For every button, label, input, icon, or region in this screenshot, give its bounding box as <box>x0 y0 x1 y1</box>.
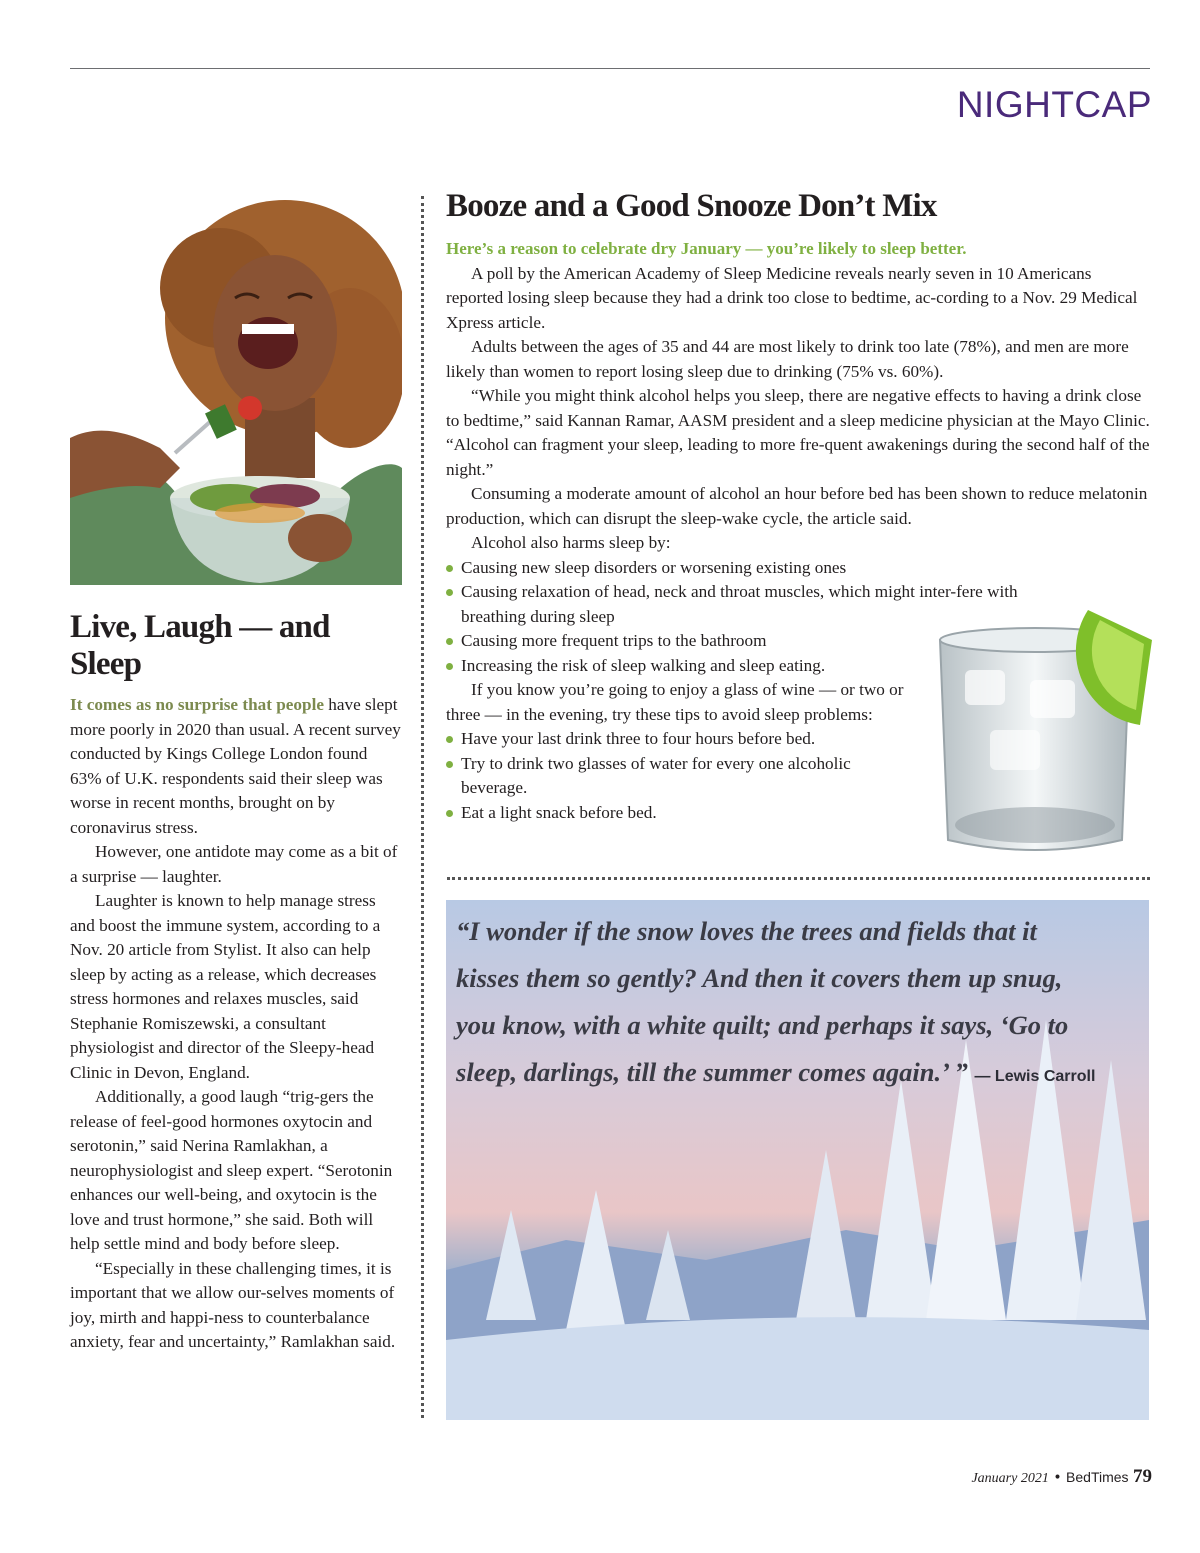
left-paragraph: However, one antidote may come as a bit of a surprise — laughter. <box>70 842 398 886</box>
column-divider <box>421 196 424 1418</box>
bullet-icon <box>446 810 453 817</box>
left-paragraph: Additionally, a good laugh “trig-gers the release of feel-good hormones oxytocin and serotonin,” said Nerina Ramlakhan, a neurophysiologist and sleep expert. “Serotonin enhances our well-being, and oxytocin is the love and trust hormone,” she said. Both will help settle mind and body before sleep. <box>70 1087 393 1253</box>
right-headline: Booze and a Good Snooze Don’t Mix <box>446 188 937 224</box>
list-item: Causing relaxation of head, neck and throat muscles, which might inter-fere with breathing during sleep <box>446 580 1051 629</box>
section-divider <box>447 877 1150 880</box>
bullet-icon <box>446 761 453 768</box>
left-paragraph: “Especially in these challenging times, it is important that we allow our-selves moments of joy, mirth and happi-ness to counterbalance anxiety, fear and uncertainty,” Ramlakhan said. <box>70 1258 396 1351</box>
list-item: Increasing the risk of sleep walking and sleep eating. <box>446 654 1152 679</box>
left-headline: Live, Laugh — and Sleep <box>70 609 330 682</box>
left-article <box>70 198 402 1355</box>
right-paragraph: Alcohol also harms sleep by: <box>471 533 671 552</box>
top-rule <box>70 68 1150 69</box>
quote-box <box>456 908 1096 1100</box>
quote-text: “I wonder if the snow loves the trees and fields that it kisses them so gently? And then it covers them up snug, you know, with a white quilt; and perhaps it says, ‘Go to sleep, darlings, till the summer comes again.’ ” — Lewis Carroll <box>456 916 1096 1087</box>
right-paragraph: Consuming a moderate amount of alcohol an hour before bed has been shown to reduce melatonin production, which can disrupt the sleep-wake cycle, the article said. <box>446 484 1148 528</box>
list-item: Eat a light snack before bed. <box>446 801 916 826</box>
left-first-paragraph-text: have slept more poorly in 2020 than usual. A recent survey conducted by Kings College London found 63% of U.K. respondents said their sleep was worse in recent months, brought on by coronavirus stress. <box>70 695 401 837</box>
bullet-icon <box>446 663 453 670</box>
bullet-icon <box>446 638 453 645</box>
water-glass-with-lime-image <box>930 600 1152 856</box>
issue-date: January 2021 <box>971 1471 1049 1486</box>
laughing-woman-photo <box>70 198 402 585</box>
bullet-icon <box>446 589 453 596</box>
page-footer <box>971 1466 1152 1488</box>
left-paragraph: Laughter is known to help manage stress and boost the immune system, according to a Nov. 20 article from Stylist. It also can help sleep by acting as a release, which decreases stress hormones and relaxes muscles, said Stephanie Romiszewski, a consultant physiologist and director of the Sleepy-head Clinic in Devon, England. <box>70 891 381 1082</box>
left-lead-in: It comes as no surprise that people <box>70 695 324 714</box>
right-deck: Here’s a reason to celebrate dry January — you’re likely to sleep better. <box>446 239 967 258</box>
right-paragraph: Adults between the ages of 35 and 44 are most likely to drink too late (78%), and men are more likely than women to report losing sleep due to drinking (75% vs. 60%). <box>446 337 1129 381</box>
right-paragraph: “While you might think alcohol helps you sleep, there are negative effects to having a drink close to bedtime,” said Kannan Ramar, AASM president and a sleep medicine physician at the Mayo Clinic. “Alcohol can fragment your sleep, leading to more fre-quent awakenings during the second half of the night.” <box>446 386 1150 479</box>
quote-attribution: — Lewis Carroll <box>974 1068 1096 1085</box>
footer-separator: • <box>1053 1470 1062 1486</box>
right-paragraph: A poll by the American Academy of Sleep Medicine reveals nearly seven in 10 Americans reported losing sleep because they had a drink too close to bedtime, ac-cording to a Nov. 29 Medical Xpress article. <box>446 263 1138 332</box>
list-item: Causing more frequent trips to the bathroom <box>446 629 1152 654</box>
list-item: Try to drink two glasses of water for every one alcoholic beverage. <box>446 752 916 801</box>
left-first-paragraph <box>70 693 402 840</box>
bullet-icon <box>446 736 453 743</box>
list-item: Have your last drink three to four hours before bed. <box>446 727 916 752</box>
magazine-name: BedTimes <box>1066 1469 1129 1485</box>
tips-intro: If you know you’re going to enjoy a glass of wine — or two or three — in the evening, try these tips to avoid sleep problems: <box>446 680 904 724</box>
bullet-icon <box>446 565 453 572</box>
list-item: Causing new sleep disorders or worsening existing ones <box>446 556 1152 581</box>
page-number: 79 <box>1133 1466 1152 1487</box>
tips-list <box>446 727 916 825</box>
section-label: NIGHTCAP <box>956 84 1152 125</box>
